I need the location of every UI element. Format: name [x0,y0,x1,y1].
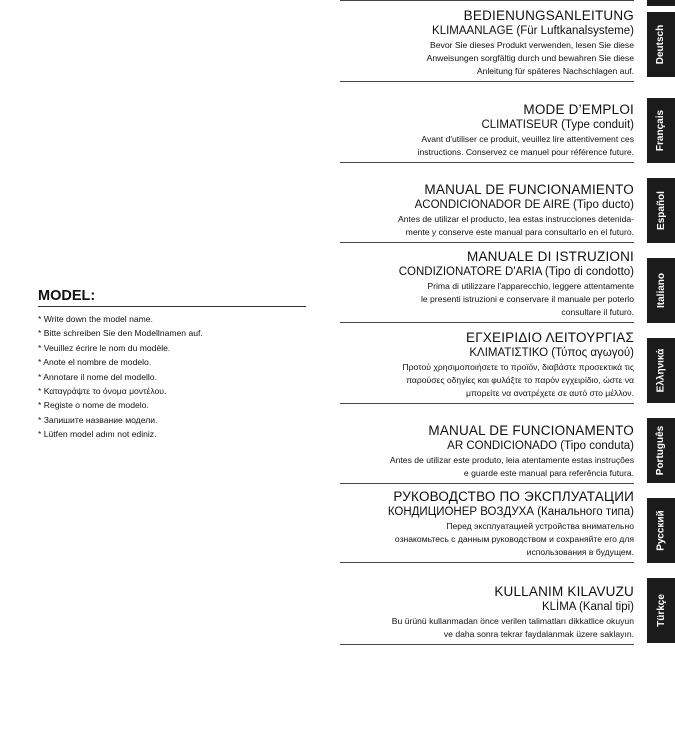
section-desc-line: le presenti istruzioni e conservare il manuale per poterlo [420,294,634,304]
model-instruction-item: * Veuillez écrire le nom du modèle. [38,342,171,353]
model-instruction-item: * Annotare il nome del modello. [38,371,157,382]
section-desc-line: Anleitung für späteres Nachschlagen auf. [476,66,634,76]
language-tab-turkce[interactable] [647,578,675,643]
section-desc-line: Bu ürünü kullanmadan önce verilen talimatları dikkatlice okuyun [391,616,634,626]
section-desc-line: ознакомьтесь с данным руководством и сохраняйте его для [394,534,634,544]
section-russian [340,489,634,563]
model-title: MODEL: [38,288,306,307]
section-subtitle: КОНДИЦИОНЕР ВОЗДУХА (Канального типа) [387,506,634,518]
section-desc-line: mente y conserve este manual para consultarlo en el futuro. [405,227,634,237]
top-divider [340,0,634,1]
section-title: ΕΓΧΕΙΡΙΔΙΟ ΛΕΙΤΟΥΡΓΙΑΣ [465,330,634,345]
model-block [38,288,306,442]
model-instruction-item: * Καταγράψτε το όνομα μοντέλου. [38,386,167,397]
section-title: РУКОВОДСТВО ПО ЭКСПЛУАТАЦИИ [393,489,634,504]
section-desc-line: Перед эксплуатацией устройства внимательно [446,521,634,531]
language-tab-portugues[interactable] [647,418,675,483]
section-subtitle: ACONDICIONADOR DE AIRE (Tipo ducto) [414,199,634,211]
section-desc-line: μπορείτε να ανατρέχετε σε αυτό στο μέλλον. [466,388,634,398]
section-desc-line: Anweisungen sorgfältig durch und bewahren Sie diese [426,53,634,63]
section-desc-line: instructions. Conservez ce manuel pour référence future. [417,147,634,157]
language-tab-francais[interactable] [647,98,675,163]
model-instruction-item: * Anote el nombre de modelo. [38,357,152,368]
model-instruction-item: * Запишите название модели. [38,414,158,425]
section-subtitle: ΚΛΙΜΑΤΙΣΤΙΚΟ (Τύπος αγωγού) [469,347,634,359]
section-desc-line: Antes de utilizar el producto, lea estas instrucciones detenida- [398,214,634,224]
section-title: MANUAL DE FUNCIONAMENTO [428,423,634,438]
language-tab-deutsch[interactable] [647,12,675,77]
section-title: MODE D’EMPLOI [523,102,634,117]
section-desc-line: Προτού χρησιμοποιήσετε το προϊόν, διαβάστε προσεκτικά τις [402,362,634,372]
section-title: MANUALE DI ISTRUZIONI [467,249,634,264]
language-tab-label: Русский [655,510,667,551]
section-desc-line: Antes de utilizar este produto, leia atentamente estas instruções [389,455,634,465]
section-subtitle: CONDIZIONATORE D'ARIA (Tipo di condotto) [398,266,634,278]
section-italian [340,249,634,323]
model-instructions [38,312,306,442]
section-desc-line: использования в будущем. [526,547,634,557]
language-tab-label: Ελληνικά [655,348,667,393]
section-turkish [340,584,634,645]
section-desc-line: e guarde este manual para referência futura. [463,468,634,478]
model-instruction-item: * Lütfen model adını not ediniz. [38,429,157,440]
section-subtitle: KLİMA (Kanal tipi) [541,601,634,613]
language-tab-russkiy[interactable] [647,498,675,563]
section-desc-line: consultare il futuro. [561,307,634,317]
section-german [340,8,634,82]
section-desc-line: Prima di utilizzare l'apparecchio, leggere attentamente [427,281,634,291]
section-portuguese [340,423,634,484]
language-tab-label: Italiano [655,272,667,309]
section-title: KULLANIM KILAVUZU [494,584,634,599]
section-spanish [340,182,634,243]
language-tab-label: Français [655,109,667,152]
section-subtitle: KLIMAANLAGE (Für Luftkanalsysteme) [432,25,634,37]
section-desc-line: ve daha sonra tekrar faydalanmak üzere saklayın. [443,629,634,639]
language-tab-espanol[interactable] [647,178,675,243]
language-tab-label: Español [655,191,667,230]
section-desc-line: Avant d'utiliser ce produit, veuillez lire attentivement ces [421,134,634,144]
model-instruction-item: * Write down the model name. [38,314,153,324]
language-tab-ellinika[interactable] [647,338,675,403]
language-tab-label: Türkçe [655,594,667,627]
section-subtitle: CLIMATISEUR (Type conduit) [481,119,634,131]
section-greek [340,330,634,404]
model-instruction-item: * Registe o nome de modelo. [38,400,149,411]
section-desc-line: παρούσες οδηγίες και φυλάξτε το παρόν εγχειρίδιο, ώστε να [406,375,634,385]
section-desc-line: Bevor Sie dieses Produkt verwenden, lesen Sie diese [430,40,634,50]
section-title: MANUAL DE FUNCIONAMIENTO [424,182,634,197]
language-tab-label: Português [655,425,667,476]
language-tab-top-edge [647,0,675,6]
section-subtitle: AR CONDICIONADO (Tipo conduta) [447,440,634,452]
language-tab-label: Deutsch [655,24,667,65]
section-title: BEDIENUNGSANLEITUNG [463,8,634,23]
model-instruction-item: * Bitte schreiben Sie den Modellnamen auf. [38,328,203,339]
section-french [340,102,634,163]
language-tab-italiano[interactable] [647,258,675,323]
